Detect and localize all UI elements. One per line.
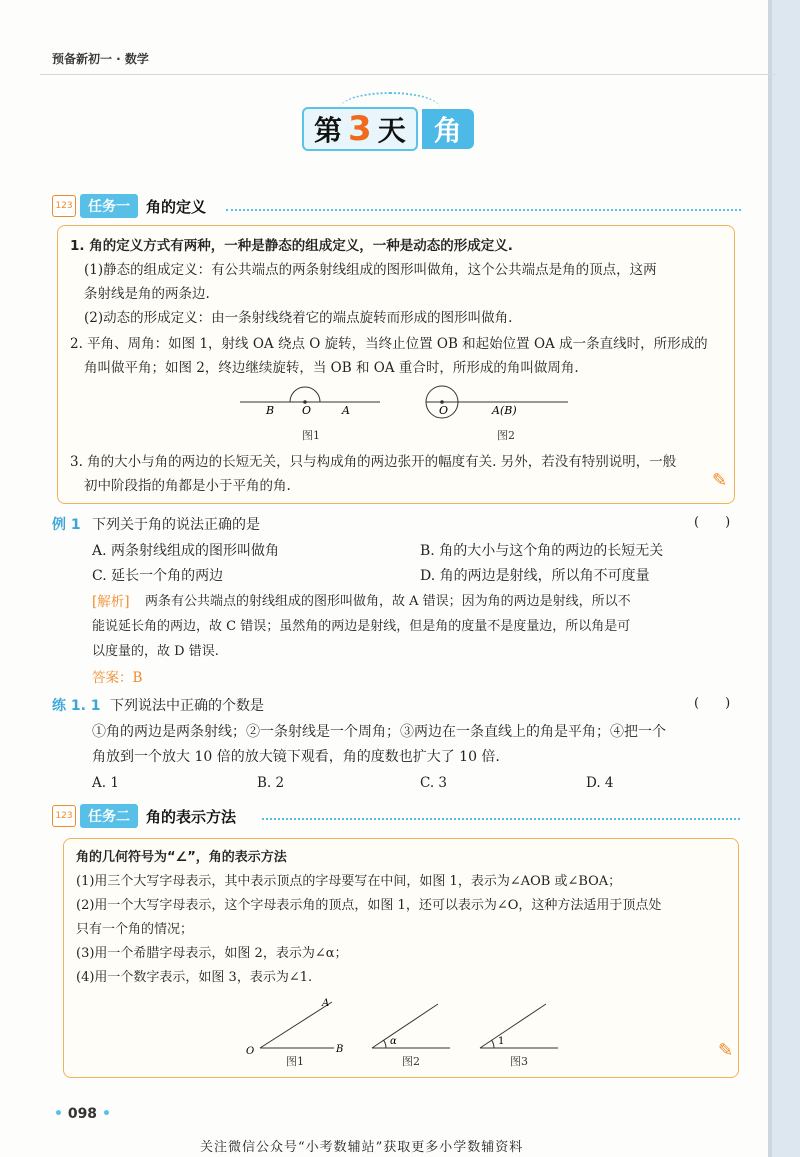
example1-analysis-3: 以度量的，故 D 错误.: [92, 644, 219, 659]
task2-icon: 123: [52, 805, 76, 827]
def-line-6: 角叫做平角；如图 2，终边继续旋转，当 OB 和 OA 重合时，所形成的角叫做周角.: [84, 360, 579, 376]
footer-watermark-note: 关注微信公众号“小考数辅站”获取更多小学数辅资料: [200, 1140, 524, 1155]
notation-line-2: (1)用三个大写字母表示，其中表示顶点的字母要写在中间，如图 1，表示为∠AOB 或∠BOA；: [76, 874, 622, 889]
fig1-label-A: A: [342, 404, 350, 417]
example1-option-d: D. 角的两边是射线，所以角不可度量: [420, 568, 650, 584]
day-title: [302, 106, 474, 152]
f1-label-O: O: [246, 1046, 255, 1054]
f2-label-alpha: α: [390, 1036, 397, 1047]
example1-label: 例 1: [52, 517, 81, 533]
task2-tag: 任务二: [80, 804, 138, 828]
notation-line-3: (2)用一个大写字母表示，这个字母表示角的顶点，如图 1，还可以表示为∠O，这种方法适用于顶点处: [76, 898, 662, 913]
task2-heading: [52, 804, 236, 828]
day-topic: 角: [422, 109, 474, 149]
task2-name: 角的表示方法: [146, 807, 237, 826]
straight-full-angle-figures: [230, 380, 580, 444]
def-line-3: 条射线是角的两条边.: [84, 286, 210, 302]
running-header: 预备新初一 · 数学: [52, 52, 149, 66]
example1-answer-blank: ( ): [694, 515, 731, 530]
example1-option-b: B. 角的大小与这个角的两边的长短无关: [420, 543, 664, 559]
task1-heading: [52, 194, 206, 218]
page-edge: [772, 0, 800, 1157]
practice1-option-a: A. 1: [92, 775, 119, 791]
page-number-dot-right: •: [101, 1106, 111, 1122]
page-number-text: 098: [67, 1106, 98, 1122]
task1-icon: 123: [52, 195, 76, 217]
notation-fig1-caption: 图1: [286, 1055, 304, 1068]
fig1-label-O: O: [302, 404, 312, 417]
f1-label-A: A: [322, 998, 330, 1009]
example1-analysis-1: 两条有公共端点的射线组成的图形叫做角，故 A 错误；因为角的两边是射线，所以不: [145, 594, 631, 609]
task2-dotted-rule: [262, 818, 740, 820]
page-number: [54, 1106, 111, 1122]
task1-tag: 任务一: [80, 194, 138, 218]
example1-question: 下列关于角的说法正确的是: [92, 517, 260, 533]
fig2-label-O: O: [439, 404, 449, 417]
def-line-1: 1. 角的定义方式有两种，一种是静态的组成定义，一种是动态的形成定义.: [70, 238, 513, 254]
f1-label-B: B: [336, 1044, 344, 1054]
notation-line-4: 只有一个角的情况；: [76, 922, 194, 937]
def-line-4: (2)动态的形成定义：由一条射线绕着它的端点旋转而形成的图形叫做角.: [84, 310, 513, 326]
def-line-2: (1)静态的组成定义：有公共端点的两条射线组成的图形叫做角，这个公共端点是角的顶点，这两: [84, 262, 657, 278]
day-suffix: 天: [377, 114, 406, 147]
fig1-label-B: B: [266, 404, 275, 417]
notation-fig2-caption: 图2: [402, 1055, 420, 1068]
example1-answer: 答案：B: [92, 670, 143, 686]
page-number-dot-left: •: [54, 1106, 63, 1122]
notation-line-6: (4)用一个数字表示，如图 3，表示为∠1.: [76, 970, 313, 985]
angle-notation-figures: [236, 994, 566, 1054]
practice1-answer-blank: ( ): [694, 696, 731, 711]
notation-fig3-caption: 图3: [510, 1055, 528, 1068]
title-arc-decoration: [340, 92, 440, 124]
pencil-icon-2: ✎: [718, 1040, 734, 1061]
task1-name: 角的定义: [146, 197, 207, 216]
notation-line-5: (3)用一个希腊字母表示，如图 2，表示为∠α；: [76, 946, 348, 961]
notation-line-1: 角的几何符号为“∠”，角的表示方法: [76, 850, 287, 865]
example1-option-a: A. 两条射线组成的图形叫做角: [92, 543, 280, 559]
example1-analysis-label: [解析]: [92, 594, 130, 610]
task1-dotted-rule: [226, 209, 741, 211]
f3-label-1: 1: [498, 1036, 505, 1047]
def-line-8: 初中阶段指的角都是小于平角的角.: [84, 478, 291, 494]
fig2-caption: 图2: [497, 429, 515, 442]
def-line-7: 3. 角的大小与角的两边的长短无关，只与构成角的两边张开的幅度有关. 另外，若没有特别说明，一般: [70, 454, 677, 470]
header-rule: [40, 74, 775, 75]
example1-analysis-2: 能说延长角的两边，故 C 错误；虽然角的两边是射线，但是角的度量不是度量边，所以角是可: [92, 619, 631, 634]
def-line-5: 2. 平角、周角：如图 1，射线 OA 绕点 O 旋转，当终止位置 OB 和起始位置 OA 成一条直线时，所形成的: [70, 336, 708, 352]
fig1-caption: 图1: [302, 429, 320, 442]
practice1-question: 下列说法中正确的个数是: [110, 698, 264, 714]
example1-option-c: C. 延长一个角的两边: [92, 568, 224, 584]
practice1-option-b: B. 2: [257, 775, 285, 791]
practice1-statement-1: ①角的两边是两条射线；②一条射线是一个周角；③两边在一条直线上的角是平角；④把一个: [92, 724, 666, 740]
practice1-option-d: D. 4: [586, 775, 614, 791]
practice1-label: 练 1. 1: [52, 698, 101, 714]
fig2-label-AB: A(B): [492, 404, 517, 417]
day-prefix: 第: [314, 114, 343, 147]
practice1-statement-2: 角放到一个放大 10 倍的放大镜下观看，角的度数也扩大了 10 倍.: [92, 749, 500, 765]
practice1-option-c: C. 3: [420, 775, 448, 791]
day-number: 3: [348, 109, 372, 149]
pencil-icon: ✎: [712, 470, 728, 491]
